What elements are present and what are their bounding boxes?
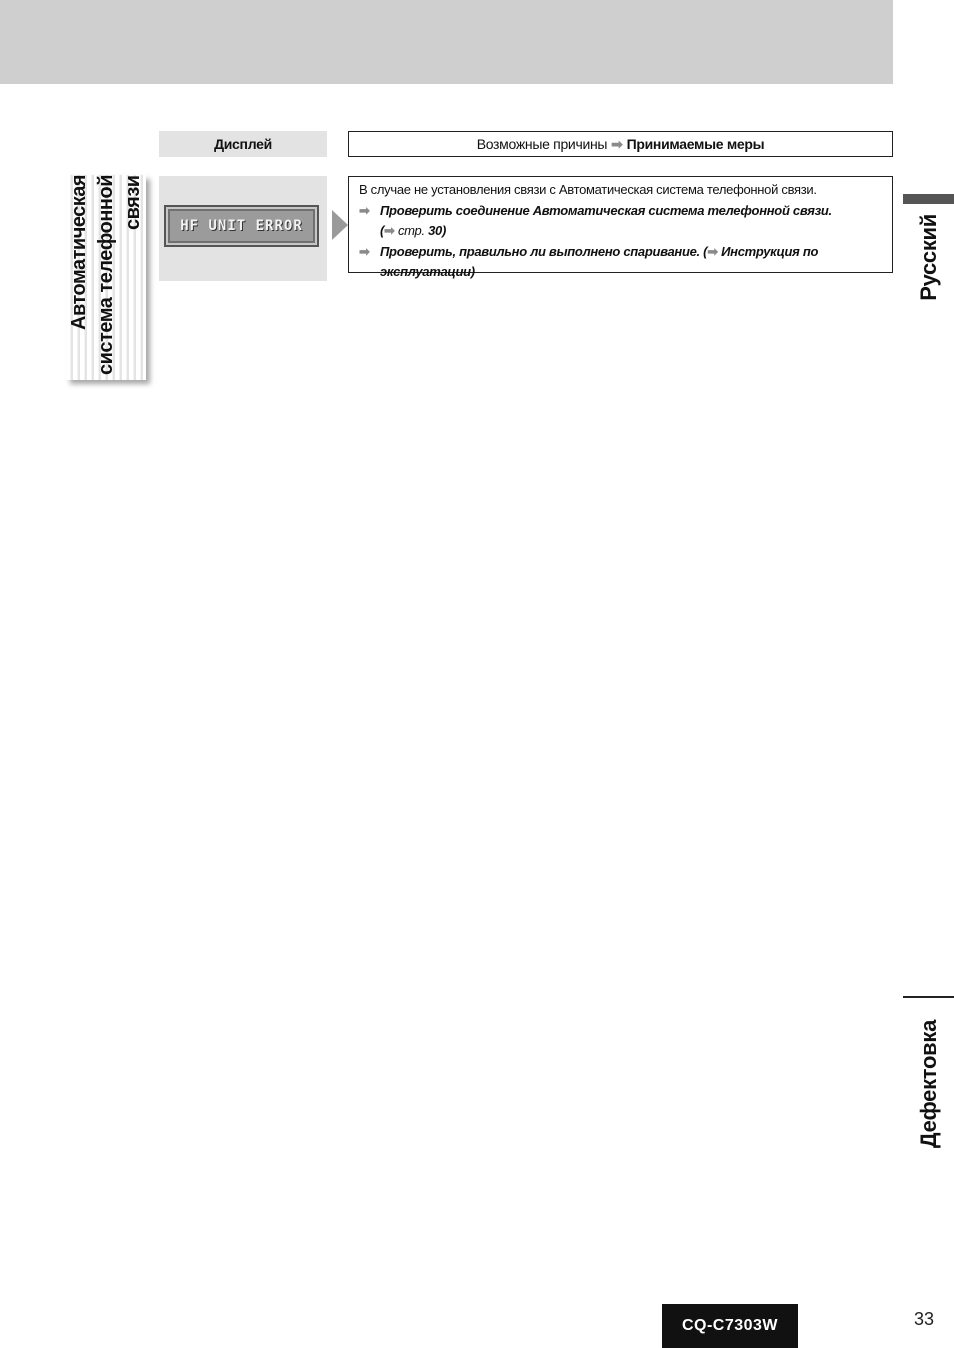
measures-header-label: Принимаемые меры	[626, 136, 765, 152]
arrow-right-icon: ➡	[359, 243, 370, 259]
language-label	[903, 214, 954, 314]
model-text: CQ-C7303W	[681, 1317, 779, 1334]
action-item	[359, 242, 884, 283]
arrow-right-icon: ➡	[611, 135, 623, 152]
action2-text-a: Проверить, правильно ли выполнено спаривание. (	[380, 243, 708, 259]
top-band	[0, 0, 893, 84]
action2-text-b: Инструкция по эксплуатации)	[380, 243, 819, 279]
causes-column-header	[348, 131, 893, 157]
action-item	[359, 201, 884, 242]
section-text: Дефектовка	[915, 1019, 941, 1148]
section-label	[903, 1008, 954, 1148]
pointer-arrow-icon	[332, 210, 348, 240]
lcd-text: HF UNIT ERROR	[180, 218, 303, 234]
action1-ref-page: стр.	[397, 223, 425, 238]
arrow-right-icon: ➡	[707, 243, 718, 259]
arrow-right-icon: ➡	[384, 223, 395, 238]
action-text	[380, 242, 884, 283]
cause-text: В случае не установления связи с Автоматическая система телефонной связи.	[359, 182, 817, 197]
arrow-right-icon: ➡	[359, 202, 370, 218]
section-divider	[903, 996, 954, 998]
causes-header-label: Возможные причины	[476, 136, 608, 152]
category-title-text: Автоматическая система телефонной связи	[67, 174, 144, 375]
language-bar	[903, 194, 954, 204]
category-title	[66, 175, 146, 375]
action1-ref-num: 30)	[428, 223, 446, 238]
page-number: 33	[913, 1309, 935, 1329]
action-text	[380, 201, 832, 242]
display-header-label: Дисплей	[214, 136, 272, 152]
model-badge	[662, 1304, 798, 1348]
display-column-header	[159, 131, 327, 157]
remedy-box	[348, 176, 893, 279]
lcd-display	[164, 205, 319, 247]
action1-ref-open: (	[380, 223, 385, 238]
language-text: Русский	[915, 214, 941, 301]
action1-text: Проверить соединение Автоматическая система телефонной связи.	[380, 202, 832, 218]
